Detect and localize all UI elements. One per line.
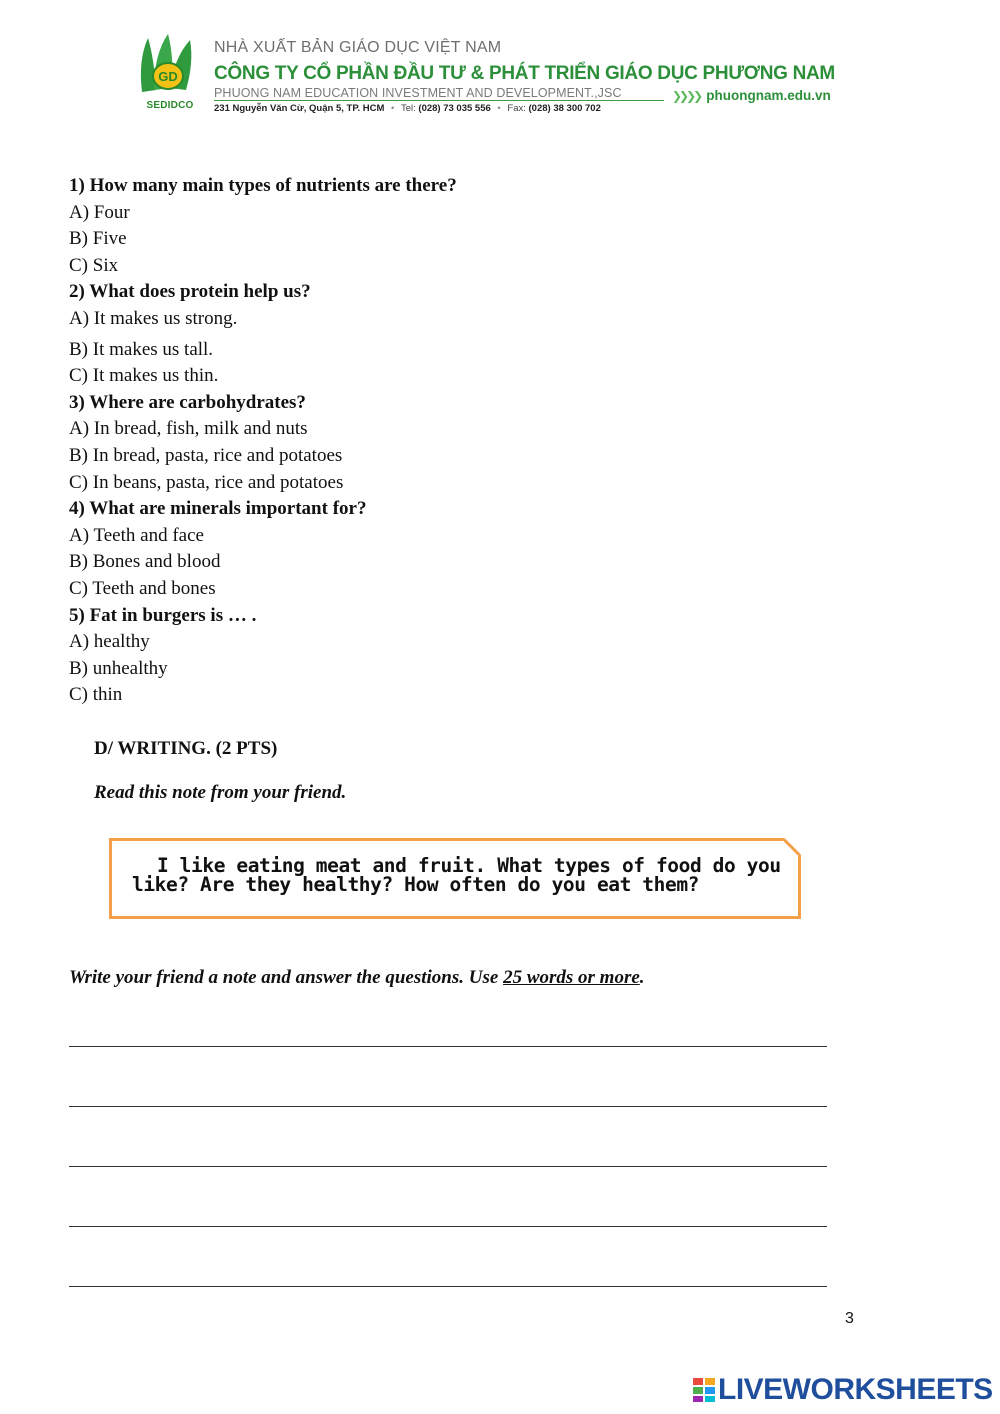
option-5c: C) thin — [69, 684, 123, 706]
option-2a: A) It makes us strong. — [69, 307, 238, 329]
option-2b: B) It makes us tall. — [69, 338, 214, 360]
folded-corner-icon — [784, 838, 801, 855]
question-1: 1) How many main types of nutrients are there? — [69, 175, 457, 196]
question-4: 4) What are minerals important for? — [69, 498, 367, 520]
liveworksheets-logo-icon — [692, 1377, 716, 1403]
option-3b: B) In bread, pasta, rice and potatoes — [69, 444, 343, 466]
option-3c: C) In beans, pasta, rice and potatoes — [69, 471, 344, 493]
writing-task — [69, 967, 645, 989]
logo-name: SEDIDCO — [146, 100, 194, 111]
answer-line-3[interactable] — [69, 1166, 827, 1167]
question-3: 3) Where are carbohydrates? — [69, 391, 306, 413]
fax-number: (028) 38 300 702 — [528, 103, 601, 114]
website — [672, 88, 831, 103]
option-2c: C) It makes us thin. — [69, 365, 219, 387]
tel-number: (028) 73 035 556 — [418, 103, 491, 114]
answer-line-4[interactable] — [69, 1226, 827, 1227]
publisher-header — [134, 30, 854, 122]
option-1a: A) Four — [69, 201, 130, 223]
option-1b: B) Five — [69, 228, 127, 250]
option-4b: B) Bones and blood — [69, 551, 221, 573]
option-1c: C) Six — [69, 254, 119, 276]
page-number: 3 — [845, 1310, 854, 1327]
option-4a: A) Teeth and face — [69, 524, 204, 546]
svg-text:GD: GD — [158, 69, 178, 84]
company-name: CÔNG TY CỔ PHẦN ĐẦU TƯ & PHÁT TRIỂN GIÁO DỤC PHƯƠNG NAM — [214, 63, 835, 84]
writing-section-title: D/ WRITING. (2 PTS) — [94, 738, 278, 759]
company-name-english: PHUONG NAM EDUCATION INVESTMENT AND DEVELOPMENT.,JSC — [214, 86, 664, 101]
word-count-requirement: 25 words or more — [503, 967, 640, 988]
question-5: 5) Fat in burgers is … . — [69, 604, 257, 626]
fax-label: Fax: — [507, 103, 526, 114]
tel-label: Tel: — [400, 103, 416, 114]
company-address: 231 Nguyễn Văn Cừ, Quận 5, TP. HCM — [214, 103, 385, 114]
friend-note-box — [109, 838, 801, 919]
friend-note-text: I like eating meat and fruit. What types of food do you like? Are they healthy? How often do you eat them? — [132, 854, 781, 896]
question-2: 2) What does protein help us? — [69, 281, 311, 303]
publisher-name: NHÀ XUẤT BẢN GIÁO DỤC VIỆT NAM — [214, 39, 502, 56]
writing-instruction: Read this note from your friend. — [94, 782, 347, 803]
option-5a: A) healthy — [69, 631, 150, 653]
answer-line-1[interactable] — [69, 1046, 827, 1047]
reading-quiz — [69, 173, 869, 709]
chevrons-icon: ❯❯❯❯ — [672, 89, 701, 103]
option-4c: C) Teeth and bones — [69, 577, 216, 599]
option-3a: A) In bread, fish, milk and nuts — [69, 418, 308, 440]
writing-task-text: Write your friend a note and answer the questions. Use — [69, 967, 504, 988]
liveworksheets-wordmark: LIVEWORKSHEETS — [718, 1373, 993, 1406]
option-5b: B) unhealthy — [69, 657, 168, 679]
answer-line-2[interactable] — [69, 1106, 827, 1107]
writing-task-end: . — [639, 967, 645, 988]
answer-line-5[interactable] — [69, 1286, 827, 1287]
company-contact: 231 Nguyễn Văn Cừ, Quận 5, TP. HCM • Tel: (028) 73 035 556 • Fax: (028) 38 300 702 — [214, 103, 601, 114]
website-url: phuongnam.edu.vn — [706, 88, 831, 103]
